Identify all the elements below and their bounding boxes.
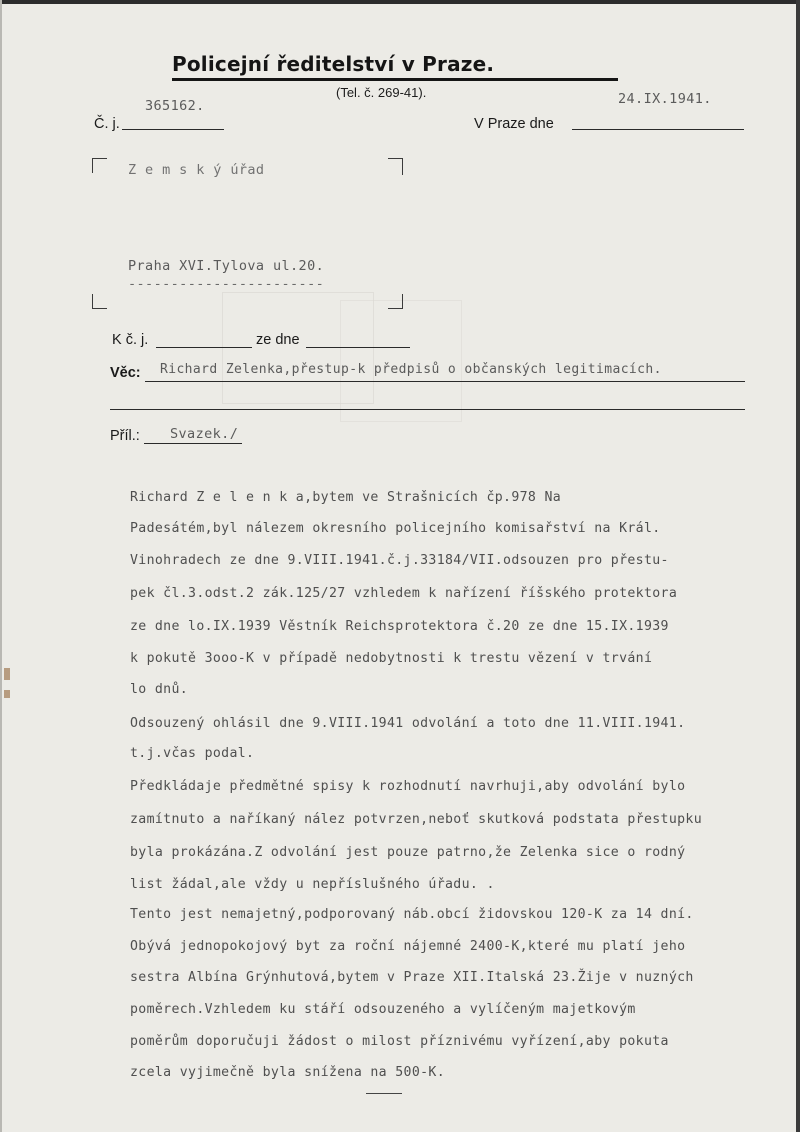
faint-stamp-mark-2	[340, 300, 462, 422]
body-line-17: poměrech.Vzhledem ku stáří odsouzeného a vylíčeným majetkovým	[130, 1002, 636, 1017]
scan-edge-left	[0, 0, 2, 1132]
body-line-19: zcela vyjimečně byla snížena na 500-K.	[130, 1065, 446, 1080]
body-line-8: Odsouzený ohlásil dne 9.VIII.1941 odvolání a toto dne 11.VIII.1941.	[130, 716, 686, 731]
recipient-address-underline: -----------------------	[128, 276, 325, 292]
body-line-2: Padesátém,byl nálezem okresního policejního komisařství na Král.	[130, 521, 661, 536]
attachment-rule	[144, 443, 242, 444]
kcj-rule	[156, 347, 252, 348]
place-date-label: V Praze dne	[474, 116, 554, 132]
scan-edge-top	[0, 0, 800, 4]
reference-label: Č. j.	[94, 116, 120, 132]
body-line-10: Předkládaje předmětné spisy k rozhodnutí navrhuji,aby odvolání bylo	[130, 779, 686, 794]
body-line-4: pek čl.3.odst.2 zák.125/27 vzhledem k nařízení říšského protektora	[130, 586, 678, 601]
subject-label: Věc:	[110, 365, 141, 381]
body-line-18: poměrům doporučuji žádost o milost příznivému vyřízení,aby pokuta	[130, 1034, 669, 1049]
letterhead-title: Policejní ředitelství v Praze.	[172, 52, 495, 76]
recipient-address: Praha XVI.Tylova ul.20.	[128, 258, 325, 274]
scan-edge-right	[796, 0, 800, 1132]
subject-value: Richard Zelenka,přestup-k předpisů o občanských legitimacích.	[160, 362, 662, 377]
body-line-12: byla prokázána.Z odvolání jest pouze patrno,že Zelenka sice o rodný	[130, 845, 686, 860]
recipient-name: Z e m s k ý úřad	[128, 162, 265, 178]
body-line-15: Obývá jednopokojový byt za roční nájemné 2400-K,které mu platí jeho	[130, 939, 686, 954]
body-line-13: list žádal,ale vždy u nepříslušného úřadu. .	[130, 877, 495, 892]
subject-rule	[145, 381, 745, 382]
address-bracket-top-right	[388, 158, 403, 175]
body-line-11: zamítnuto a naříkaný nález potvrzen,neboť skutková podstata přestupku	[130, 812, 702, 827]
body-line-16: sestra Albína Grýnhutová,bytem v Praze XII.Italská 23.Žije v nuzných	[130, 970, 694, 985]
closing-dash	[366, 1093, 402, 1094]
body-line-6: k pokutě 3ooo-K v případě nedobytnosti k trestu vězení v trvání	[130, 651, 653, 666]
ze-dne-rule	[306, 347, 410, 348]
body-line-1: Richard Z e l e n k a,bytem ve Strašnicích čp.978 Na	[130, 490, 562, 505]
body-line-7: lo dnů.	[130, 682, 189, 697]
reference-rule	[122, 129, 224, 130]
letterhead-telephone: (Tel. č. 269-41).	[336, 85, 427, 100]
address-bracket-bottom-right	[388, 294, 403, 309]
kcj-label: K č. j.	[112, 332, 149, 348]
ze-dne-label: ze dne	[256, 332, 300, 348]
address-bracket-top-left	[92, 158, 107, 173]
body-line-9: t.j.včas podal.	[130, 746, 255, 761]
attachment-value: Svazek./	[170, 426, 239, 442]
margin-stain	[4, 668, 10, 708]
body-line-14: Tento jest nemajetný,podporovaný náb.obcí židovskou 120-K za 14 dní.	[130, 907, 694, 922]
address-bracket-bottom-left	[92, 294, 107, 309]
document-date: 24.IX.1941.	[618, 91, 712, 107]
date-rule	[572, 129, 744, 130]
body-line-5: ze dne lo.IX.1939 Věstník Reichsprotektora č.20 ze dne 15.IX.1939	[130, 619, 669, 634]
letterhead-underline	[172, 78, 618, 81]
attachment-label: Příl.:	[110, 428, 140, 444]
subject-rule-2	[110, 409, 745, 410]
reference-number: 365162.	[145, 98, 205, 114]
body-line-3: Vinohradech ze dne 9.VIII.1941.č.j.33184/VII.odsouzen pro přestu-	[130, 553, 669, 568]
